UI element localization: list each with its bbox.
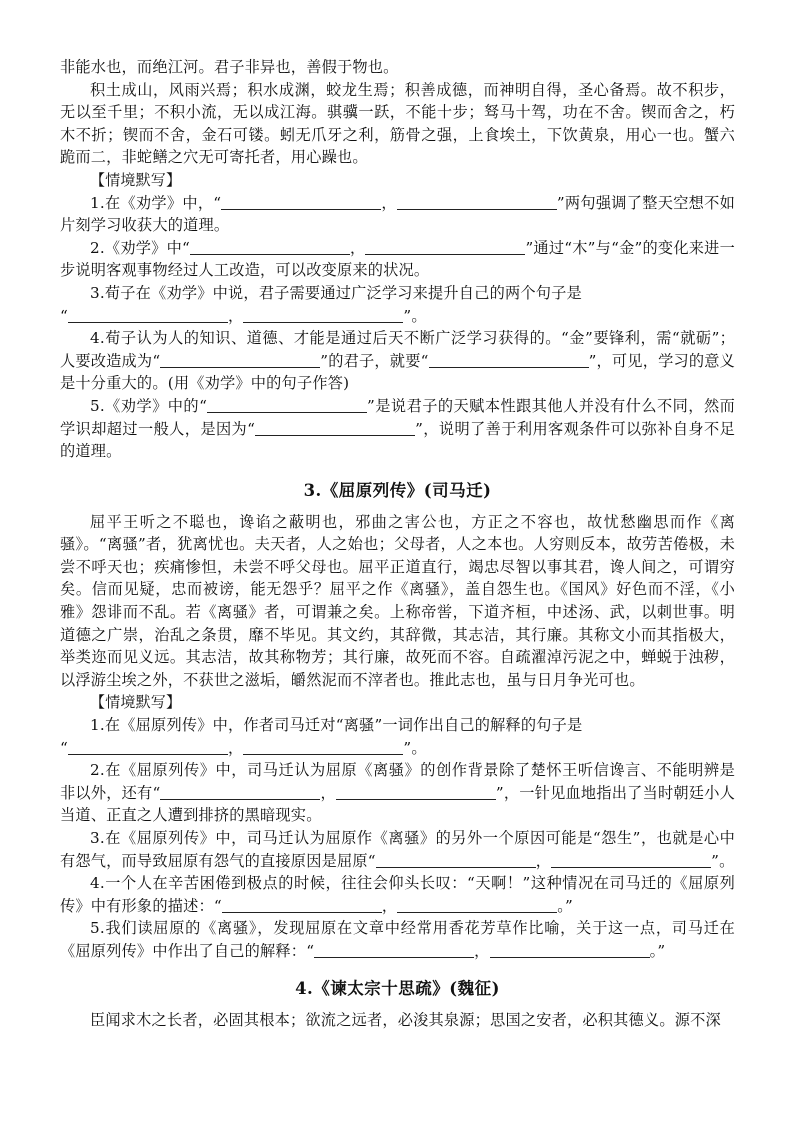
- answer-blank[interactable]: [160, 352, 320, 368]
- answer-blank[interactable]: [551, 852, 711, 868]
- answer-blank[interactable]: [376, 852, 536, 868]
- section-title-jianshu: 4.《谏太宗十思疏》(魏征): [295, 978, 500, 998]
- quyuan-exercise-tag: 【情境默写】: [90, 693, 182, 712]
- answer-blank[interactable]: [314, 942, 474, 958]
- quanxue-question-5: 5.《劝学》中的“ ”是说君子的天赋本性跟其他人并没有什么不同，然而学识却超过一般人，是因为“ ”，说明了善于利用客观条件可以弥补自身不足的道理。: [60, 396, 735, 461]
- answer-blank[interactable]: [243, 307, 403, 323]
- answer-blank[interactable]: [207, 397, 367, 413]
- quyuan-paragraph: 屈平王听之不聪也，谗谄之蔽明也，邪曲之害公也，方正之不容也，故忧愁幽思而作《离骚》。“离骚”者，犹离忧也。夫天者，人之始也；父母者，人之本也。人穷则反本，故劳苦倦极，未尝不呼天也；疾痛惨怛，未尝不呼父母也。屈平正道直行，竭忠尽智以事其君，谗人间之，可谓穷矣。信而见疑，忠而被谤，能无怨乎？屈平之作《离骚》，盖自怨生也。《国风》好色而不淫，《小雅》怨诽而不乱。若《离骚》者，可谓兼之矣。上称帝喾，下道齐桓，中述汤、武，以刺世事。明道德之广崇，治乱之条贯，靡不毕见。其文约，其辞微，其志洁，其行廉。其称文小而其指极大，举类迩而见义远。其志洁，故其称物芳；其行廉，故死而不容。自疏濯淖污泥之中，蝉蜕于浊秽，以浮游尘埃之外，不获世之滋垢，皭然泥而不滓者也。推此志也，虽与日月争光可也。: [60, 512, 735, 689]
- jianshu-paragraph: 臣闻求木之长者，必固其根本；欲流之远者，必浚其泉源；思国之安者，必积其德义。源不深: [90, 1010, 721, 1029]
- answer-blank[interactable]: [490, 942, 650, 958]
- quanxue-question-3-answers: “ ， ”。: [60, 306, 427, 325]
- quyuan-question-1: 1.在《屈原列传》中，作者司马迁对“离骚”一词作出自己的解释的句子是: [90, 716, 583, 735]
- quyuan-question-5: 5.我们读屈原的《离骚》，发现屈原在文章中经常用香花芳草作比喻，关于这一点，司马迁在《屈原列传》中作出了自己的解释：“ ， 。”: [60, 919, 735, 960]
- answer-blank[interactable]: [221, 194, 381, 210]
- quanxue-exercise-tag: 【情境默写】: [90, 170, 182, 189]
- quyuan-question-4: 4.一个人在辛苦困倦到极点的时候，往往会仰头长叹：“天啊！”这种情况在司马迁的《屈原列传》中有形象的描述：“ ， 。”: [60, 874, 735, 915]
- answer-blank[interactable]: [190, 239, 350, 255]
- answer-blank[interactable]: [397, 194, 557, 210]
- answer-blank[interactable]: [397, 897, 557, 913]
- quanxue-paragraph: 积土成山，风雨兴焉；积水成渊，蛟龙生焉；积善成德，而神明自得，圣心备焉。故不积步，无以至千里；不积小流，无以成江海。骐骥一跃，不能十步；驽马十驾，功在不舍。锲而舍之，朽木不折；锲而不舍，金石可镂。蚓无爪牙之利，筋骨之强，上食埃土，下饮黄泉，用心一也。蟹六跪而二，非蛇鳝之穴无可寄托者，用心躁也。: [60, 80, 735, 167]
- answer-blank[interactable]: [243, 739, 403, 755]
- quanxue-question-2: 2.《劝学》中“ ， ”通过“木”与“金”的变化来进一步说明客观事物经过人工改造，可以改变原来的状况。: [60, 238, 735, 280]
- section-title-quyuan: 3.《屈原列传》(司马迁): [303, 480, 492, 500]
- answer-blank[interactable]: [365, 239, 525, 255]
- quyuan-question-3: 3.在《屈原列传》中，司马迁认为屈原作《离骚》的另外一个原因可能是“怨生”，也就是心中有怨气，而导致屈原有怨气的直接原因是屈原“ ， ”。: [60, 829, 735, 870]
- quyuan-question-2: 2.在《屈原列传》中，司马迁认为屈原《离骚》的创作背景除了楚怀王听信谗言、不能明辨是非以外，还有“ ， ”，一针见血地指出了当时朝廷小人当道、正直之人遭到排挤的黑暗现实。: [60, 761, 735, 825]
- answer-blank[interactable]: [68, 739, 228, 755]
- answer-blank[interactable]: [255, 420, 415, 436]
- answer-blank[interactable]: [429, 352, 589, 368]
- quanxue-tail-line: 非能水也，而绝江河。君子非异也，善假于物也。: [60, 58, 399, 76]
- answer-blank[interactable]: [222, 897, 382, 913]
- quanxue-question-1: 1.在《劝学》中，“ ， ”两句强调了整天空想不如片刻学习收获大的道理。: [60, 193, 735, 235]
- quanxue-question-4: 4.荀子认为人的知识、道德、才能是通过后天不断广泛学习获得的。“金”要锋利，需“就砺”；人要改造成为“ ”的君子，就要“ ”，可见，学习的意义是十分重大的。(用《劝学》中的句子作答): [60, 329, 736, 393]
- quyuan-question-1-answers: “ ， ”。: [60, 738, 427, 757]
- answer-blank[interactable]: [160, 784, 320, 800]
- answer-blank[interactable]: [336, 784, 496, 800]
- document-page: [60, 56, 735, 1031]
- quanxue-question-3: 3.荀子在《劝学》中说，君子需要通过广泛学习来提升自己的两个句子是: [90, 283, 582, 302]
- answer-blank[interactable]: [68, 307, 228, 323]
